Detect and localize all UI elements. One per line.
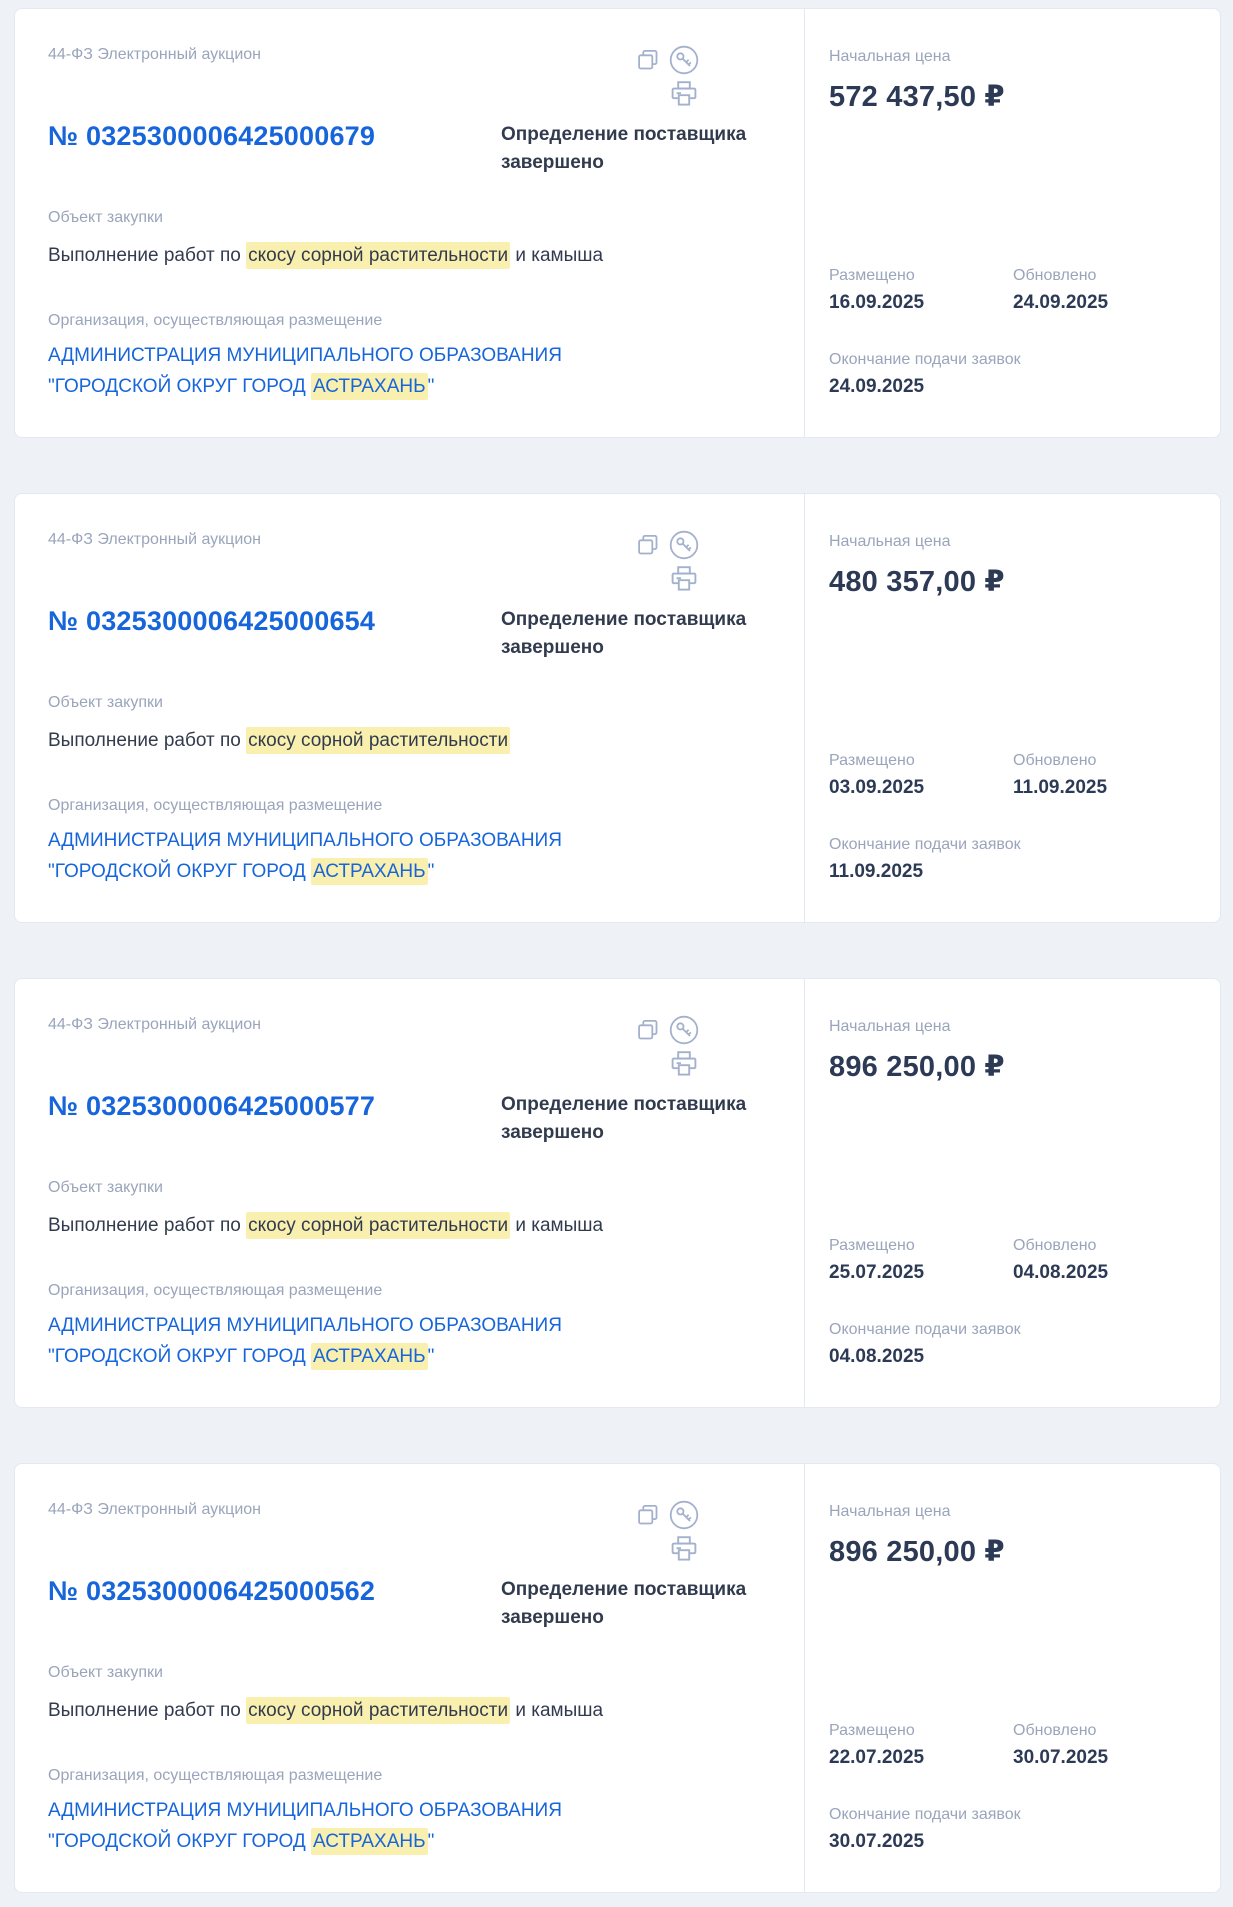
key-button[interactable]: [669, 530, 699, 560]
updated-label: Обновлено: [1013, 1237, 1097, 1254]
print-button[interactable]: [669, 80, 699, 108]
auction-card-main: [15, 979, 804, 1407]
object-description: [48, 241, 779, 271]
copy-button[interactable]: [636, 1018, 660, 1042]
printer-icon: [669, 1050, 699, 1078]
card-header-right: [501, 1500, 779, 1632]
updated-date: 11.09.2025: [1013, 777, 1108, 798]
updated-block: [1013, 266, 1190, 314]
organization-link[interactable]: [48, 340, 688, 402]
status-text: Определение поставщика завершено: [501, 609, 747, 658]
auction-number-link[interactable]: № 0325300006425000577: [48, 1091, 376, 1121]
placed-date: 22.07.2025: [829, 1747, 925, 1768]
placed-label: Размещено: [829, 267, 915, 284]
card-actions: [635, 1015, 779, 1078]
deadline-label: Окончание подачи заявок: [829, 351, 1021, 368]
law-type-label: 44-ФЗ Электронный аукцион: [48, 46, 262, 63]
organization-name-text: АДМИНИСТРАЦИЯ МУНИЦИПАЛЬНОГО ОБРАЗОВАНИЯ "ГОРОДСКОЙ ОКРУГ ГОРОД: [48, 1800, 562, 1852]
auction-card-aside: [804, 9, 1220, 437]
deadline-label: Окончание подачи заявок: [829, 1806, 1021, 1823]
deadline-block: [829, 835, 1190, 883]
card-header-right: [501, 45, 779, 177]
auction-card-aside: [804, 494, 1220, 922]
copy-icon: [636, 1018, 660, 1042]
object-highlight-text: скосу сорной растительности: [246, 242, 510, 269]
key-button[interactable]: [669, 45, 699, 75]
organization-highlight-text: АСТРАХАНЬ: [311, 1828, 428, 1855]
organization-label: Организация, осуществляющая размещение: [48, 1767, 383, 1784]
updated-block: [1013, 1721, 1190, 1769]
organization-label: Организация, осуществляющая размещение: [48, 312, 383, 329]
initial-price-label: Начальная цена: [829, 1018, 951, 1035]
updated-block: [1013, 1236, 1190, 1284]
organization-name-text: АДМИНИСТРАЦИЯ МУНИЦИПАЛЬНОГО ОБРАЗОВАНИЯ "ГОРОДСКОЙ ОКРУГ ГОРОД: [48, 345, 562, 397]
object-label: Объект закупки: [48, 209, 163, 226]
deadline-date: 30.07.2025: [829, 1831, 925, 1852]
object-label: Объект закупки: [48, 1179, 163, 1196]
print-button[interactable]: [669, 1050, 699, 1078]
organization-label: Организация, осуществляющая размещение: [48, 1282, 383, 1299]
object-label: Объект закупки: [48, 1664, 163, 1681]
object-description: [48, 1211, 779, 1241]
placed-block: [829, 751, 1013, 799]
deadline-label: Окончание подачи заявок: [829, 836, 1021, 853]
initial-price-value: 572 437,50 ₽: [829, 81, 1005, 113]
initial-price-label: Начальная цена: [829, 48, 951, 65]
object-description-text: Выполнение работ по: [48, 1215, 247, 1236]
card-header-left: [48, 530, 501, 637]
initial-price-value: 896 250,00 ₽: [829, 1536, 1005, 1568]
card-header: [48, 1015, 779, 1147]
key-in-circle-icon: [669, 530, 699, 560]
auction-card-main: [15, 494, 804, 922]
law-type-label: 44-ФЗ Электронный аукцион: [48, 531, 262, 548]
object-description-tail: и камыша: [510, 245, 604, 266]
dates-row: [829, 1721, 1190, 1769]
organization-label: Организация, осуществляющая размещение: [48, 797, 383, 814]
object-description-tail: и камыша: [510, 1700, 604, 1721]
status-text: Определение поставщика завершено: [501, 1579, 747, 1628]
card-header-left: [48, 45, 501, 152]
placed-label: Размещено: [829, 1237, 915, 1254]
deadline-label: Окончание подачи заявок: [829, 1321, 1021, 1338]
deadline-block: [829, 350, 1190, 398]
object-label: Объект закупки: [48, 694, 163, 711]
card-header-right: [501, 530, 779, 662]
organization-highlight-text: АСТРАХАНЬ: [311, 1343, 428, 1370]
initial-price-label: Начальная цена: [829, 533, 951, 550]
updated-label: Обновлено: [1013, 267, 1097, 284]
object-highlight-text: скосу сорной растительности: [246, 1697, 510, 1724]
updated-label: Обновлено: [1013, 1722, 1097, 1739]
initial-price-value: 896 250,00 ₽: [829, 1051, 1005, 1083]
organization-link[interactable]: [48, 1310, 688, 1372]
object-highlight-text: скосу сорной растительности: [246, 727, 510, 754]
card-header: [48, 45, 779, 177]
auction-card-main: [15, 9, 804, 437]
copy-button[interactable]: [636, 1503, 660, 1527]
organization-name-tail: ": [427, 376, 435, 397]
deadline-date: 11.09.2025: [829, 861, 924, 882]
deadline-block: [829, 1320, 1190, 1368]
printer-icon: [669, 1535, 699, 1563]
organization-name-text: АДМИНИСТРАЦИЯ МУНИЦИПАЛЬНОГО ОБРАЗОВАНИЯ "ГОРОДСКОЙ ОКРУГ ГОРОД: [48, 830, 562, 882]
auction-number-link[interactable]: № 0325300006425000562: [48, 1576, 376, 1606]
card-actions: [635, 45, 779, 108]
law-type-label: 44-ФЗ Электронный аукцион: [48, 1501, 262, 1518]
card-actions: [635, 530, 779, 593]
dates-row: [829, 266, 1190, 314]
key-in-circle-icon: [669, 1500, 699, 1530]
placed-label: Размещено: [829, 752, 915, 769]
updated-block: [1013, 751, 1190, 799]
print-button[interactable]: [669, 1535, 699, 1563]
card-header-left: [48, 1015, 501, 1122]
organization-name-tail: ": [427, 1346, 435, 1367]
card-header: [48, 1500, 779, 1632]
placed-block: [829, 266, 1013, 314]
card-header-right: [501, 1015, 779, 1147]
card-header-left: [48, 1500, 501, 1607]
printer-icon: [669, 80, 699, 108]
initial-price-value: 480 357,00 ₽: [829, 566, 1005, 598]
auction-card-main: [15, 1464, 804, 1892]
object-description-tail: и камыша: [510, 1215, 604, 1236]
updated-date: 24.09.2025: [1013, 292, 1109, 313]
placed-date: 03.09.2025: [829, 777, 925, 798]
placed-date: 25.07.2025: [829, 1262, 925, 1283]
object-description-text: Выполнение работ по: [48, 245, 247, 266]
organization-highlight-text: АСТРАХАНЬ: [311, 858, 428, 885]
copy-button[interactable]: [636, 533, 660, 557]
key-in-circle-icon: [669, 45, 699, 75]
auction-number-link[interactable]: № 0325300006425000679: [48, 121, 376, 151]
auction-card: [14, 8, 1221, 438]
organization-name-text: АДМИНИСТРАЦИЯ МУНИЦИПАЛЬНОГО ОБРАЗОВАНИЯ "ГОРОДСКОЙ ОКРУГ ГОРОД: [48, 1315, 562, 1367]
status-text: Определение поставщика завершено: [501, 1094, 747, 1143]
deadline-date: 24.09.2025: [829, 376, 925, 397]
object-description-text: Выполнение работ по: [48, 1700, 247, 1721]
copy-icon: [636, 48, 660, 72]
organization-highlight-text: АСТРАХАНЬ: [311, 373, 428, 400]
auction-card: [14, 1463, 1221, 1893]
placed-block: [829, 1236, 1013, 1284]
auction-card-aside: [804, 979, 1220, 1407]
dates-row: [829, 751, 1190, 799]
placed-block: [829, 1721, 1013, 1769]
card-header: [48, 530, 779, 662]
printer-icon: [669, 565, 699, 593]
placed-date: 16.09.2025: [829, 292, 925, 313]
dates-row: [829, 1236, 1190, 1284]
organization-link[interactable]: [48, 1795, 688, 1857]
initial-price-label: Начальная цена: [829, 1503, 951, 1520]
copy-icon: [636, 533, 660, 557]
updated-date: 30.07.2025: [1013, 1747, 1109, 1768]
deadline-block: [829, 1805, 1190, 1853]
object-description: [48, 1696, 779, 1726]
auction-card: [14, 493, 1221, 923]
status-text: Определение поставщика завершено: [501, 124, 747, 173]
organization-name-tail: ": [427, 861, 435, 882]
object-highlight-text: скосу сорной растительности: [246, 1212, 510, 1239]
key-in-circle-icon: [669, 1015, 699, 1045]
key-button[interactable]: [669, 1015, 699, 1045]
deadline-date: 04.08.2025: [829, 1346, 925, 1367]
key-button[interactable]: [669, 1500, 699, 1530]
object-description: [48, 726, 779, 756]
law-type-label: 44-ФЗ Электронный аукцион: [48, 1016, 262, 1033]
placed-label: Размещено: [829, 1722, 915, 1739]
print-button[interactable]: [669, 565, 699, 593]
card-actions: [635, 1500, 779, 1563]
updated-date: 04.08.2025: [1013, 1262, 1109, 1283]
object-description-text: Выполнение работ по: [48, 730, 247, 751]
copy-icon: [636, 1503, 660, 1527]
auction-card-aside: [804, 1464, 1220, 1892]
updated-label: Обновлено: [1013, 752, 1097, 769]
organization-link[interactable]: [48, 825, 688, 887]
copy-button[interactable]: [636, 48, 660, 72]
auction-number-link[interactable]: № 0325300006425000654: [48, 606, 376, 636]
organization-name-tail: ": [427, 1831, 435, 1852]
auction-card: [14, 978, 1221, 1408]
